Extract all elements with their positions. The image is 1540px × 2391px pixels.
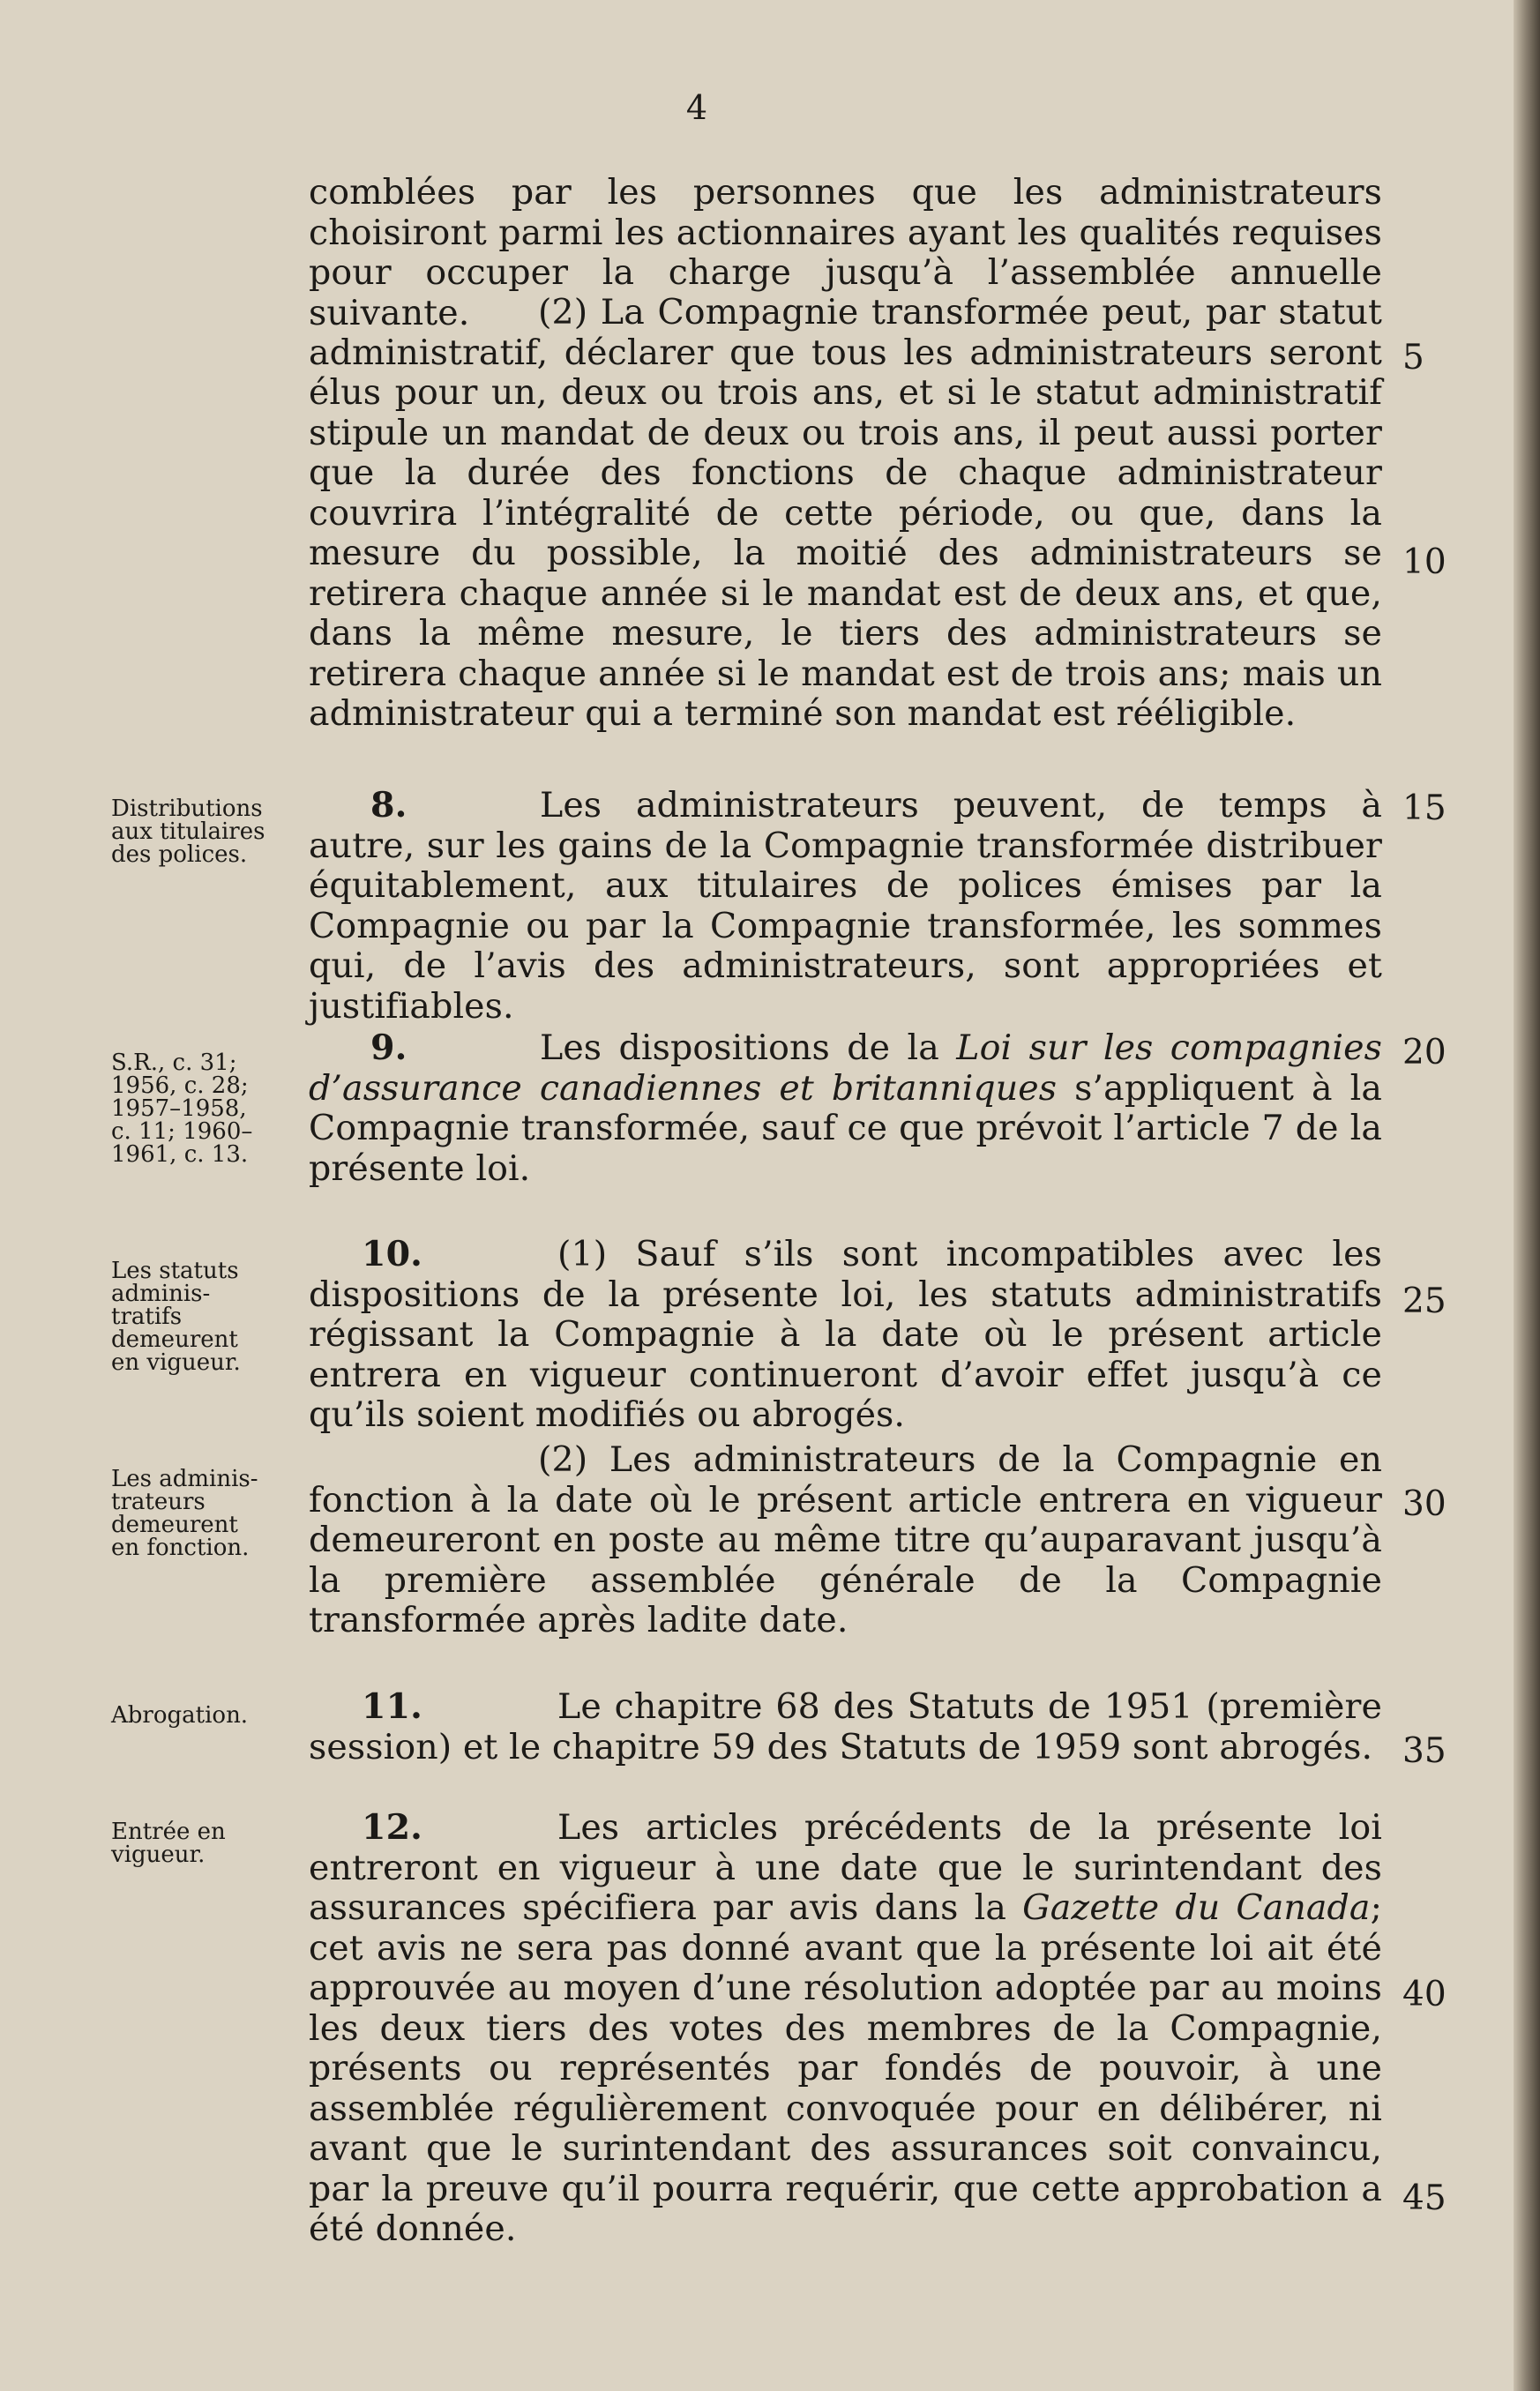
section-11-text: Le chapitre 68 des Statuts de 1951 (première session) et le chapitre 59 des Statuts de 1959 sont abrogés. [309, 1686, 1382, 1767]
section-12 [309, 1808, 1382, 2250]
line-number-45: 45 [1402, 2178, 1447, 2218]
margin-note-distributions: Distributions aux titulaires des polices. [111, 796, 265, 868]
section-8-number: 8. [370, 785, 407, 826]
line-number-20: 20 [1402, 1033, 1447, 1072]
section-12-gazette: Gazette du Canada [1022, 1887, 1371, 1928]
section-10-1 [309, 1235, 1382, 1436]
section-11-number: 11. [362, 1686, 423, 1727]
page-number: 4 [685, 88, 708, 127]
margin-note-entree: Entrée en vigueur. [111, 1819, 226, 1868]
line-number-25: 25 [1402, 1281, 1447, 1321]
section-9-act-title: Loi sur les compagnies d’assurance canadiennes et britanniques [309, 1027, 1382, 1109]
section-12-text-b: ; cet avis ne sera pas donné avant que la présente loi ait été approuvée au moyen d’une résolution adoptée par au moins les deux tiers des votes des membres de la Compagnie, présents ou représentés par fondés de pouvoir, à une assemblée régulièrement convoquée pour en délibérer, ni avant que le surintendant des assurances soit convaincu, par la preuve qu’il pourra requérir, que cette approbation a été donnée. [309, 1887, 1383, 2249]
line-number-5: 5 [1402, 338, 1424, 377]
paragraph-7-2: (2) La Compagnie transformée peut, par statut administratif, déclarer que tous les administrateurs seront élus pour un, deux ou trois ans, et si le statut administratif stipule un mandat de deux ou trois ans, il peut aussi porter que la durée des fonctions de chaque administrateur couvrira l’intégralité de cette période, ou que, dans la mesure du possible, la moitié des administrateurs se retirera chaque année si le mandat est de deux ans, et que, dans la même mesure, le tiers des administrateurs se retirera chaque année si le mandat est de trois ans; mais un administrateur qui a terminé son mandat est rééligible. [309, 292, 1382, 734]
margin-note-administrateurs: Les adminis-trateurs demeurent en fonction. [111, 1466, 258, 1561]
margin-note-abrogation: Abrogation. [111, 1702, 249, 1729]
section-9-text-b: s’appliquent à la Compagnie transformée, sauf ce que prévoit l’article 7 de la présente loi. [309, 1067, 1382, 1189]
section-9-number: 9. [370, 1027, 407, 1068]
section-10-1-text: (1) Sauf s’ils sont incompatibles avec les dispositions de la présente loi, les statuts administratifs régissant la Compagnie à la date où le présent article entrera en vigueur continueront d’avoir effet jusqu’à ce qu’ils soient modifiés ou abrogés. [309, 1234, 1382, 1435]
paragraph-continuation: comblées par les personnes que les administrateurs choisiront parmi les actionnaires ayant les qualités requises pour occuper la charge jusqu’à l’assemblée annuelle suivante. [309, 172, 1382, 333]
line-number-40: 40 [1402, 1975, 1447, 2014]
line-number-10: 10 [1402, 542, 1447, 582]
margin-note-statuts: Les statuts adminis-tratifs demeurent en vigueur. [111, 1258, 241, 1376]
section-8 [309, 786, 1382, 1027]
section-9 [309, 1028, 1382, 1189]
line-number-35: 35 [1402, 1731, 1447, 1771]
section-9-text-a: Les dispositions de la [540, 1027, 957, 1068]
section-11 [309, 1687, 1382, 1767]
page-edge-shadow [1514, 0, 1540, 2391]
line-number-30: 30 [1402, 1484, 1447, 1524]
section-10-number: 10. [362, 1234, 423, 1274]
margin-note-sr-citation: S.R., c. 31; 1956, c. 28; 1957–1958, c. 11; 1960–1961, c. 13. [111, 1050, 253, 1168]
section-8-text: Les administrateurs peuvent, de temps à autre, sur les gains de la Compagnie transformée distribuer équitablement, aux titulaires de polices émises par la Compagnie ou par la Compagnie transformée, les sommes qui, de l’avis des administrateurs, sont appropriées et justifiables. [309, 785, 1382, 1027]
line-number-15: 15 [1402, 788, 1447, 828]
section-12-number: 12. [362, 1807, 423, 1848]
section-10-2: (2) Les administrateurs de la Compagnie en fonction à la date où le présent article entrera en vigueur demeureront en poste au même titre qu’auparavant jusqu’à la première assemblée générale de la Compagnie transformée après ladite date. [309, 1439, 1382, 1640]
section-12-text-a: Les articles précédents de la présente loi entreront en vigueur à une date que le surintendant des assurances spécifiera par avis dans la [309, 1807, 1382, 1928]
